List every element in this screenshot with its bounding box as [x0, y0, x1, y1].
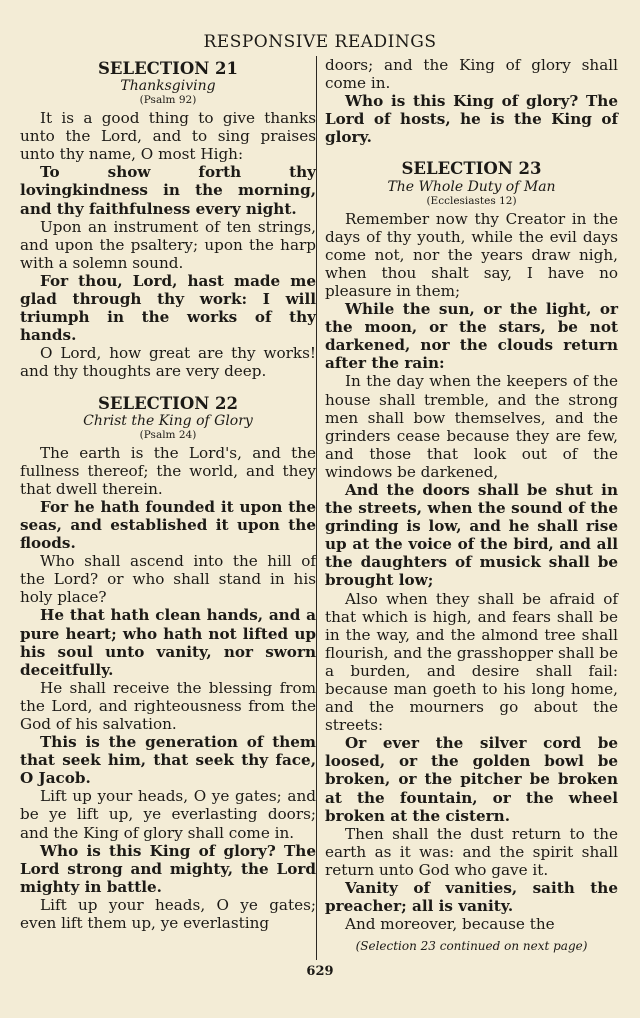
reading-response: To show forth thy lovingkindness in the morning, and thy faithfulness every night. [20, 163, 316, 218]
selection-23-reference: (Ecclesiastes 12) [426, 194, 517, 207]
left-column [20, 58, 316, 932]
reading-paragraph: Lift up your heads, O ye gates; and be ye lift up, ye everlasting doors; and the King of glory shall come in. [20, 787, 316, 842]
selection-21-title: SELECTION 21 [98, 59, 238, 78]
selection-23-title: SELECTION 23 [401, 159, 542, 179]
reading-response: Or ever the silver cord be loosed, or the golden bowl be broken, or the pitcher be broken at the fountain, or the wheel broken at the cistern. [325, 734, 618, 825]
selection-21-reference: (Psalm 92) [139, 94, 197, 107]
column-divider [316, 56, 317, 960]
reading-paragraph: He shall receive the blessing from the Lord, and righteousness from the God of his salvation. [20, 678, 316, 733]
reading-response: Vanity of vanities, saith the preacher; all is vanity. [325, 879, 618, 916]
reading-paragraph: doors; and the King of glory shall come in. [325, 56, 618, 93]
reading-paragraph: Lift up your heads, O ye gates; even lift them up, ye everlasting [20, 895, 316, 933]
reading-response: For he hath founded it upon the seas, and established it upon the floods. [20, 497, 316, 553]
selection-22-subtitle: Christ the King of Glory [83, 412, 253, 429]
page-number: 629 [306, 964, 334, 979]
reading-paragraph: It is a good thing to give thanks unto the Lord, and to sing praises unto thy name, O most High: [20, 109, 316, 164]
selection-21-subtitle: Thanksgiving [120, 78, 216, 95]
reading-response: For thou, Lord, hast made me glad through thy work: I will triumph in the works of thy hands. [20, 271, 316, 345]
reading-response: And the doors shall be shut in the streets, when the sound of the grinding is low, and he shall rise up at the voice of the bird, and all the daughters of musick shall be brought low; [325, 480, 618, 590]
reading-response: This is the generation of them that seek him, that seek thy face, O Jacob. [20, 733, 316, 788]
reading-paragraph: In the day when the keepers of the house shall tremble, and the strong men shall bow themselves, and the grinders cease because they are few, and those that look out of the windows be darkened, [325, 372, 618, 481]
right-column [325, 56, 618, 955]
reading-response: Who is this King of glory? The Lord of hosts, he is the King of glory. [325, 92, 618, 147]
continued-note: (Selection 23 continued on next page) [355, 939, 588, 954]
reading-paragraph: Remember now thy Creator in the days of thy youth, while the evil days come not, nor the years draw nigh, when thou shalt say, I have no pleasure in them; [325, 209, 618, 300]
reading-paragraph: Also when they shall be afraid of that which is high, and fears shall be in the way, and the almond tree shall flourish, and the grasshopper shall be a burden, and desire shall fail: because man goeth to his long home, and the mourners go about the streets: [325, 589, 618, 735]
reading-paragraph: Who shall ascend into the hill of the Lord? or who shall stand in his holy place? [20, 552, 316, 607]
selection-23-subtitle: The Whole Duty of Man [387, 178, 556, 195]
selection-22-reference: (Psalm 24) [139, 428, 197, 441]
reading-response: While the sun, or the light, or the moon, or the stars, be not darkened, nor the clouds return after the rain: [325, 300, 618, 373]
reading-paragraph: And moreover, because the [345, 915, 555, 934]
reading-response: He that hath clean hands, and a pure heart; who hath not lifted up his soul unto vanity, nor sworn deceitfully. [20, 606, 316, 679]
page-header: RESPONSIVE READINGS [203, 32, 437, 52]
selection-22-title: SELECTION 22 [98, 393, 238, 413]
reading-paragraph: Then shall the dust return to the earth as it was: and the spirit shall return unto God who gave it. [325, 824, 618, 879]
reading-paragraph: O Lord, how great are thy works! and thy thoughts are very deep. [20, 344, 316, 381]
reading-response: Who is this King of glory? The Lord strong and mighty, the Lord mighty in battle. [20, 841, 316, 896]
reading-paragraph: Upon an instrument of ten strings, and upon the psaltery; upon the harp with a solemn sound. [20, 217, 316, 272]
reading-paragraph: The earth is the Lord's, and the fullness thereof; the world, and they that dwell therein. [20, 443, 316, 498]
